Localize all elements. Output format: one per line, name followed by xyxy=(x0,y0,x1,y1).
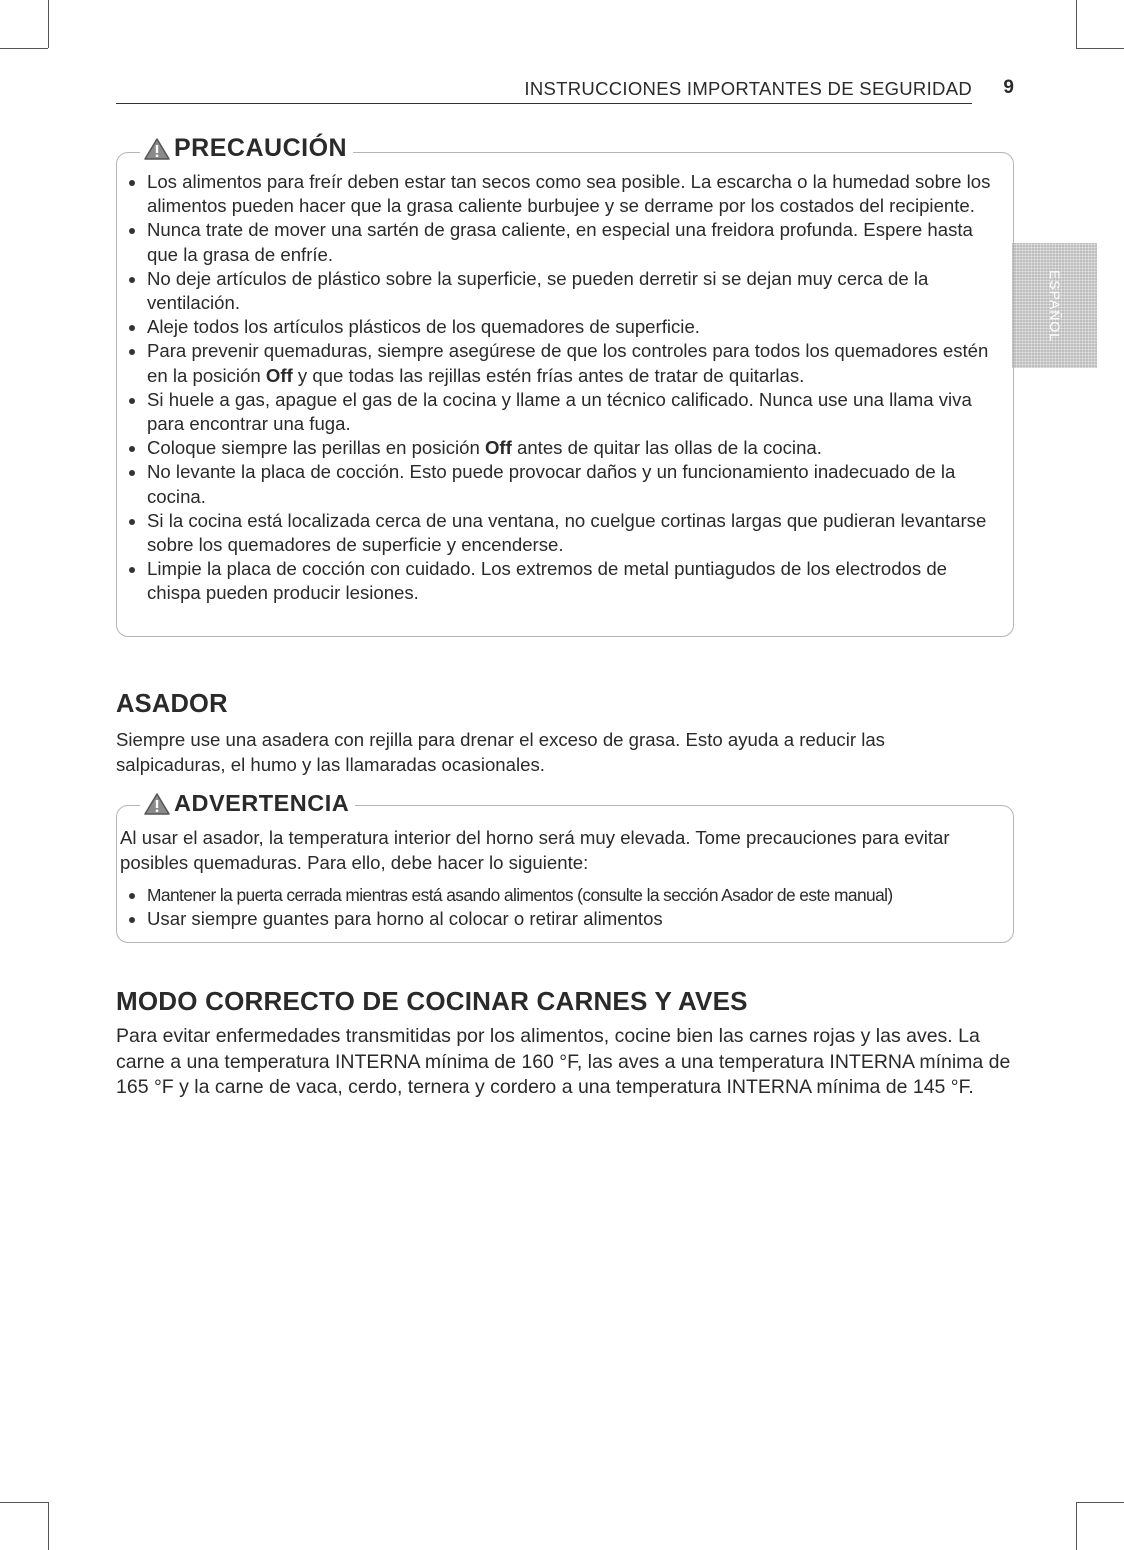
crop-mark xyxy=(0,48,48,49)
warning-title xyxy=(140,790,355,817)
text-run: y que todas las rejillas estén frías antes de tratar de quitarlas. xyxy=(292,364,805,386)
text-run: Coloque siempre las perillas en posición xyxy=(147,437,485,459)
warning-intro: Al usar el asador, la temperatura interior del horno será muy elevada. Tome precauciones para evitar posibles quemaduras. Para ello, debe hacer lo siguiente: xyxy=(120,827,950,873)
list-item xyxy=(124,460,1004,508)
crop-mark xyxy=(1076,0,1077,48)
caution-list xyxy=(124,170,1004,606)
crop-mark xyxy=(1076,1502,1077,1550)
asador-heading: ASADOR xyxy=(116,690,228,718)
list-item: Mantener la puerta cerrada mientras está asando alimentos (consulte la sección Asador de este manual) xyxy=(124,883,1004,907)
list-item: Usar siempre guantes para horno al colocar o retirar alimentos xyxy=(124,907,1004,931)
list-item xyxy=(124,557,1004,605)
text-run: No deje artículos de plástico sobre la superficie, se pueden derretir si se dejan muy cerca de la ventilación. xyxy=(147,267,929,314)
list-item xyxy=(124,388,1004,436)
caution-title-text: PRECAUCIÓN xyxy=(174,134,348,162)
text-run: No levante la placa de cocción. Esto puede provocar daños y un funcionamiento inadecuado de la cocina. xyxy=(147,461,956,507)
asador-paragraph: Siempre use una asadera con rejilla para drenar el exceso de grasa. Esto ayuda a reducir las salpicaduras, el humo y las llamaradas ocasionales. xyxy=(116,729,885,775)
bold-term: Off xyxy=(484,437,512,459)
crop-mark xyxy=(0,1502,48,1503)
list-item xyxy=(124,436,1004,460)
text-run: Limpie la placa de cocción con cuidado. Los extremos de metal puntiagudos de los electrodos de chispa pueden producir lesiones. xyxy=(147,558,948,604)
crop-mark xyxy=(48,0,49,48)
warning-title-text: ADVERTENCIA xyxy=(174,790,350,816)
text-run: antes de quitar las ollas de la cocina. xyxy=(511,437,822,459)
text-run: Si la cocina está localizada cerca de una ventana, no cuelgue cortinas largas que pudieran levantarse sobre los quemadores de superficie y encenderse. xyxy=(147,509,987,556)
meat-paragraph: Para evitar enfermedades transmitidas por los alimentos, cocine bien las carnes rojas y las aves. La carne a una temperatura INTERNA mínima de 160 °F, las aves a una temperatura INTERNA mínima de 165 °F y la carne de vaca, cerdo, ternera y cordero a una temperatura INTERNA mínima de 145 °F. xyxy=(116,1025,1011,1098)
header-title: INSTRUCCIONES IMPORTANTES DE SEGURIDAD xyxy=(524,78,972,99)
warning-list xyxy=(124,883,1004,931)
page-number: 9 xyxy=(1003,77,1014,98)
text-run: Los alimentos para freír deben estar tan secos como sea posible. La escarcha o la humedad sobre los alimentos pueden hacer que la grasa caliente burbujee y se derrame por los costados del recipiente. xyxy=(147,171,991,217)
text-run: Nunca trate de mover una sartén de grasa caliente, en especial una freidora profunda. Espere hasta que la grasa de enfríe. xyxy=(147,219,973,265)
language-tab-label: ESPAÑOL xyxy=(1046,269,1063,342)
header-rule xyxy=(116,103,972,104)
language-tab xyxy=(1012,243,1097,368)
meat-heading: MODO CORRECTO DE COCINAR CARNES Y AVES xyxy=(116,986,748,1016)
text-run: Para prevenir quemaduras, siempre asegúrese de que los controles para todos los quemadores estén en la posición xyxy=(147,340,989,386)
text-run: Aleje todos los artículos plásticos de los quemadores de superficie. xyxy=(147,316,700,338)
page-header xyxy=(116,76,1014,104)
list-item xyxy=(124,218,1004,266)
text-run: Si huele a gas, apague el gas de la cocina y llame a un técnico calificado. Nunca use una llama viva para encontrar una fuga. xyxy=(147,388,972,435)
crop-mark xyxy=(48,1502,49,1550)
warning-icon xyxy=(144,137,170,161)
list-item xyxy=(124,170,1004,218)
list-item xyxy=(124,509,1004,557)
bold-term: Off xyxy=(265,364,293,386)
list-item xyxy=(124,315,1004,339)
list-item xyxy=(124,267,1004,315)
crop-mark xyxy=(1076,48,1124,49)
list-item xyxy=(124,339,1004,387)
crop-mark xyxy=(1076,1502,1124,1503)
warning-icon xyxy=(144,792,170,816)
caution-title xyxy=(140,134,353,163)
